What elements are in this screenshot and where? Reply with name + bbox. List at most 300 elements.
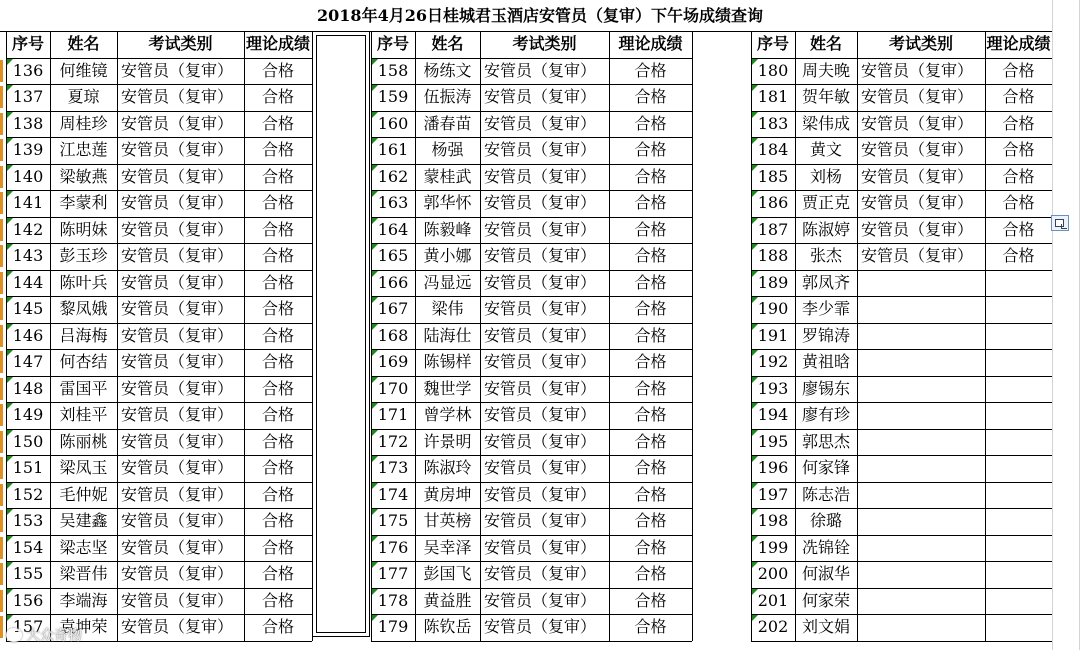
- cell-name[interactable]: 郭凤齐: [801, 273, 850, 292]
- selected-empty-column[interactable]: [312, 31, 370, 637]
- cell-name[interactable]: 梁晋伟: [59, 564, 108, 583]
- cell-type[interactable]: 安管员（复审）: [484, 114, 597, 133]
- cell-type[interactable]: 安管员（复审）: [121, 458, 234, 477]
- cell-type[interactable]: 安管员（复审）: [484, 140, 597, 159]
- cell-name[interactable]: 周桂珍: [59, 114, 108, 133]
- cell-type[interactable]: 安管员（复审）: [484, 432, 597, 451]
- cell-name[interactable]: 刘桂平: [59, 405, 108, 424]
- cell-seq[interactable]: 139: [12, 140, 44, 159]
- row-indicator: [0, 457, 3, 479]
- cell-score[interactable]: 合格: [634, 140, 667, 159]
- cell-name[interactable]: 郭思杰: [801, 432, 850, 451]
- cell-name[interactable]: 梁凤玉: [59, 458, 108, 477]
- cell-type[interactable]: [857, 349, 985, 375]
- cell-seq[interactable]: 138: [12, 114, 44, 133]
- cell-score[interactable]: [985, 614, 1052, 640]
- cell-type[interactable]: 安管员（复审）: [121, 220, 234, 239]
- cell-seq[interactable]: 174: [377, 485, 409, 504]
- cell-name[interactable]: 陈明妹: [59, 220, 108, 239]
- cell-type[interactable]: 安管员（复审）: [484, 246, 597, 265]
- cell-name[interactable]: 徐璐: [809, 511, 842, 530]
- cell-score[interactable]: 合格: [1002, 61, 1035, 80]
- cell-type[interactable]: 安管员（复审）: [484, 326, 597, 345]
- cell-seq[interactable]: 147: [12, 352, 44, 371]
- cell-seq[interactable]: 190: [757, 299, 789, 318]
- cell-score[interactable]: 合格: [634, 405, 667, 424]
- cell-type[interactable]: 安管员（复审）: [484, 564, 597, 583]
- cell-type[interactable]: 安管员（复审）: [121, 564, 234, 583]
- row-indicator: [0, 86, 3, 108]
- cell-seq[interactable]: 198: [757, 511, 789, 530]
- cell-type[interactable]: [857, 402, 985, 428]
- cell-type[interactable]: 安管员（复审）: [861, 193, 974, 212]
- cell-seq[interactable]: 169: [377, 352, 409, 371]
- cell-name[interactable]: 黎凤娥: [59, 299, 108, 318]
- cell-score[interactable]: [985, 588, 1052, 614]
- cell-name[interactable]: 曾学林: [423, 405, 472, 424]
- cell-score[interactable]: 合格: [261, 379, 294, 398]
- cell-seq[interactable]: 152: [12, 485, 44, 504]
- cell-name[interactable]: 罗锦涛: [801, 326, 850, 345]
- cell-name[interactable]: 何维镜: [59, 61, 108, 80]
- cell-score[interactable]: 合格: [261, 246, 294, 265]
- cell-seq[interactable]: 184: [757, 140, 789, 159]
- cell-score[interactable]: 合格: [261, 167, 294, 186]
- cell-type[interactable]: 安管员（复审）: [121, 193, 234, 212]
- cell-score[interactable]: 合格: [261, 511, 294, 530]
- cell-seq[interactable]: 141: [12, 193, 44, 212]
- cell-type[interactable]: 安管员（复审）: [121, 405, 234, 424]
- row-indicator: [0, 484, 3, 506]
- cell-seq[interactable]: 142: [12, 220, 44, 239]
- cell-name[interactable]: 许景明: [423, 432, 472, 451]
- cell-seq[interactable]: 186: [757, 193, 789, 212]
- cell-name[interactable]: 陈淑玲: [423, 458, 472, 477]
- row-border: [371, 641, 692, 642]
- cell-score[interactable]: 合格: [634, 352, 667, 371]
- cell-score[interactable]: 合格: [1002, 87, 1035, 106]
- cell-seq[interactable]: 192: [757, 352, 789, 371]
- cell-score[interactable]: 合格: [261, 273, 294, 292]
- cell-score[interactable]: 合格: [1002, 193, 1035, 212]
- cell-name[interactable]: 陈毅峰: [423, 220, 472, 239]
- cell-name[interactable]: 杨练文: [423, 61, 472, 80]
- cell-type[interactable]: [857, 535, 985, 561]
- cell-score[interactable]: [985, 296, 1052, 322]
- cell-seq[interactable]: 149: [12, 405, 44, 424]
- cell-seq[interactable]: 140: [12, 167, 44, 186]
- cell-score[interactable]: 合格: [634, 273, 667, 292]
- cell-type[interactable]: 安管员（复审）: [121, 591, 234, 610]
- cell-seq[interactable]: 170: [377, 379, 409, 398]
- cell-score[interactable]: [985, 270, 1052, 296]
- cell-type[interactable]: 安管员（复审）: [121, 61, 234, 80]
- cell-name[interactable]: 陈淑婷: [801, 220, 850, 239]
- cell-type[interactable]: 安管员（复审）: [121, 538, 234, 557]
- cell-seq[interactable]: 188: [757, 246, 789, 265]
- row-indicator: [0, 113, 3, 135]
- cell-score[interactable]: 合格: [261, 617, 294, 636]
- header-type: 考试类别: [148, 34, 213, 53]
- cell-type[interactable]: 安管员（复审）: [121, 352, 234, 371]
- cell-type[interactable]: 安管员（复审）: [484, 193, 597, 212]
- cell-score[interactable]: 合格: [261, 326, 294, 345]
- cell-seq[interactable]: 158: [377, 61, 409, 80]
- header-name: 姓名: [431, 34, 464, 53]
- cell-type[interactable]: 安管员（复审）: [484, 299, 597, 318]
- cell-seq[interactable]: 195: [757, 432, 789, 451]
- cell-type[interactable]: 安管员（复审）: [861, 114, 974, 133]
- cell-seq[interactable]: 153: [12, 511, 44, 530]
- cell-seq[interactable]: 161: [377, 140, 409, 159]
- cell-name[interactable]: 袁坤荣: [59, 617, 108, 636]
- cell-type[interactable]: 安管员（复审）: [484, 538, 597, 557]
- row-indicator: [0, 431, 3, 453]
- cell-seq[interactable]: 151: [12, 458, 44, 477]
- cell-seq[interactable]: 199: [757, 538, 789, 557]
- cell-seq[interactable]: 168: [377, 326, 409, 345]
- cell-name[interactable]: 李蒙利: [59, 193, 108, 212]
- cell-score[interactable]: 合格: [634, 538, 667, 557]
- header-type: 考试类别: [888, 34, 953, 53]
- cell-seq[interactable]: 185: [757, 167, 789, 186]
- cell-seq[interactable]: 164: [377, 220, 409, 239]
- row-indicator: [0, 298, 3, 320]
- cell-type[interactable]: [857, 429, 985, 455]
- cell-name[interactable]: 黄益胜: [423, 591, 472, 610]
- cell-type[interactable]: [857, 508, 985, 534]
- cell-type[interactable]: [857, 296, 985, 322]
- cell-name[interactable]: 潘春苗: [423, 114, 472, 133]
- cell-score[interactable]: [985, 482, 1052, 508]
- cell-name[interactable]: 魏世学: [423, 379, 472, 398]
- cell-score[interactable]: 合格: [634, 326, 667, 345]
- cell-score[interactable]: [985, 349, 1052, 375]
- cell-score[interactable]: 合格: [634, 458, 667, 477]
- cell-type[interactable]: 安管员（复审）: [484, 591, 597, 610]
- cell-name[interactable]: 黄祖晗: [801, 352, 850, 371]
- cell-name[interactable]: 黄文: [809, 140, 842, 159]
- cell-seq[interactable]: 183: [757, 114, 789, 133]
- cell-seq[interactable]: 157: [12, 617, 44, 636]
- cell-name[interactable]: 张杰: [809, 246, 842, 265]
- cell-seq[interactable]: 180: [757, 61, 789, 80]
- cell-seq[interactable]: 136: [12, 61, 44, 80]
- cell-type[interactable]: 安管员（复审）: [121, 379, 234, 398]
- cell-seq[interactable]: 145: [12, 299, 44, 318]
- cell-seq[interactable]: 154: [12, 538, 44, 557]
- cell-type[interactable]: 安管员（复审）: [484, 167, 597, 186]
- cell-score[interactable]: 合格: [634, 87, 667, 106]
- cell-type[interactable]: 安管员（复审）: [121, 299, 234, 318]
- cell-type[interactable]: 安管员（复审）: [861, 140, 974, 159]
- cell-score[interactable]: 合格: [634, 485, 667, 504]
- cell-name[interactable]: 梁伟: [431, 299, 464, 318]
- column-border: [692, 31, 693, 637]
- cell-score[interactable]: 合格: [261, 61, 294, 80]
- header-seq: 序号: [11, 34, 44, 53]
- cell-score[interactable]: 合格: [1002, 246, 1035, 265]
- cell-seq[interactable]: 159: [377, 87, 409, 106]
- cell-type[interactable]: 安管员（复审）: [121, 246, 234, 265]
- cell-type[interactable]: 安管员（复审）: [121, 432, 234, 451]
- cell-seq[interactable]: 187: [757, 220, 789, 239]
- cell-type[interactable]: 安管员（复审）: [861, 87, 974, 106]
- cell-seq[interactable]: 201: [757, 591, 789, 610]
- cell-name[interactable]: 李少霏: [801, 299, 850, 318]
- cell-seq[interactable]: 165: [377, 246, 409, 265]
- cell-score[interactable]: 合格: [634, 246, 667, 265]
- cell-score[interactable]: 合格: [261, 140, 294, 159]
- cell-name[interactable]: 伍振涛: [423, 87, 472, 106]
- cell-name[interactable]: 何淑华: [801, 564, 850, 583]
- cell-name[interactable]: 廖有珍: [801, 405, 850, 424]
- cell-type[interactable]: 安管员（复审）: [121, 485, 234, 504]
- cell-type[interactable]: 安管员（复审）: [484, 352, 597, 371]
- cell-name[interactable]: 黄小娜: [423, 246, 472, 265]
- cell-type[interactable]: [857, 323, 985, 349]
- cell-score[interactable]: [985, 402, 1052, 428]
- cell-score[interactable]: 合格: [261, 193, 294, 212]
- cell-type[interactable]: 安管员（复审）: [484, 220, 597, 239]
- cell-seq[interactable]: 167: [377, 299, 409, 318]
- cell-seq[interactable]: 166: [377, 273, 409, 292]
- row-indicator: [0, 272, 3, 294]
- cell-type[interactable]: 安管员（复审）: [484, 405, 597, 424]
- cell-score[interactable]: 合格: [261, 114, 294, 133]
- cell-seq[interactable]: 193: [757, 379, 789, 398]
- cell-type[interactable]: 安管员（复审）: [861, 220, 974, 239]
- cell-score[interactable]: 合格: [634, 617, 667, 636]
- cell-score[interactable]: [985, 455, 1052, 481]
- cell-name[interactable]: 刘文娟: [801, 617, 850, 636]
- cell-score[interactable]: 合格: [261, 405, 294, 424]
- cell-seq[interactable]: 191: [757, 326, 789, 345]
- cell-seq[interactable]: 178: [377, 591, 409, 610]
- cell-type[interactable]: [857, 482, 985, 508]
- cell-seq[interactable]: 148: [12, 379, 44, 398]
- cell-name[interactable]: 陈叶兵: [59, 273, 108, 292]
- cell-name[interactable]: 廖锡东: [801, 379, 850, 398]
- cell-name[interactable]: 贾正克: [801, 193, 850, 212]
- cell-name[interactable]: 江忠莲: [59, 140, 108, 159]
- cell-type[interactable]: 安管员（复审）: [484, 61, 597, 80]
- cell-name[interactable]: 吴幸泽: [423, 538, 472, 557]
- cell-score[interactable]: [985, 376, 1052, 402]
- cell-seq[interactable]: 176: [377, 538, 409, 557]
- cell-type[interactable]: 安管员（复审）: [484, 273, 597, 292]
- cell-seq[interactable]: 196: [757, 458, 789, 477]
- cell-seq[interactable]: 162: [377, 167, 409, 186]
- cell-score[interactable]: 合格: [634, 591, 667, 610]
- cell-score[interactable]: 合格: [634, 379, 667, 398]
- cell-score[interactable]: 合格: [261, 87, 294, 106]
- cell-type[interactable]: [857, 270, 985, 296]
- cell-type[interactable]: 安管员（复审）: [121, 167, 234, 186]
- cell-seq[interactable]: 173: [377, 458, 409, 477]
- cell-seq[interactable]: 156: [12, 591, 44, 610]
- cell-type[interactable]: 安管员（复审）: [121, 273, 234, 292]
- cell-seq[interactable]: 175: [377, 511, 409, 530]
- cell-name[interactable]: 黄房坤: [423, 485, 472, 504]
- cell-name[interactable]: 何杏结: [59, 352, 108, 371]
- cell-name[interactable]: 陆海仕: [423, 326, 472, 345]
- cell-seq[interactable]: 202: [757, 617, 789, 636]
- cell-name[interactable]: 郭华怀: [423, 193, 472, 212]
- cell-score[interactable]: 合格: [1002, 140, 1035, 159]
- cell-name[interactable]: 梁伟成: [801, 114, 850, 133]
- cell-name[interactable]: 甘英榜: [423, 511, 472, 530]
- cell-type[interactable]: 安管员（复审）: [121, 87, 234, 106]
- cell-score[interactable]: [985, 323, 1052, 349]
- cell-seq[interactable]: 163: [377, 193, 409, 212]
- cell-seq[interactable]: 171: [377, 405, 409, 424]
- cell-seq[interactable]: 146: [12, 326, 44, 345]
- cell-name[interactable]: 彭国飞: [423, 564, 472, 583]
- cell-type[interactable]: [857, 376, 985, 402]
- cell-type[interactable]: 安管员（复审）: [484, 511, 597, 530]
- sheet-title: 2018年4月26日桂城君玉酒店安管员（复审）下午场成绩查询: [317, 6, 763, 25]
- cell-type[interactable]: 安管员（复审）: [484, 87, 597, 106]
- cell-seq[interactable]: 155: [12, 564, 44, 583]
- cell-score[interactable]: 合格: [634, 299, 667, 318]
- cell-name[interactable]: 梁敏燕: [59, 167, 108, 186]
- cell-seq[interactable]: 181: [757, 87, 789, 106]
- row-indicator: [0, 245, 3, 267]
- cell-seq[interactable]: 189: [757, 273, 789, 292]
- cell-score[interactable]: 合格: [261, 299, 294, 318]
- cell-name[interactable]: 雷国平: [59, 379, 108, 398]
- row-indicator: [0, 537, 3, 559]
- cell-type[interactable]: [857, 588, 985, 614]
- cell-name[interactable]: 陈钦岳: [423, 617, 472, 636]
- cell-score[interactable]: 合格: [261, 485, 294, 504]
- cell-seq[interactable]: 160: [377, 114, 409, 133]
- cell-score[interactable]: [985, 535, 1052, 561]
- cell-name[interactable]: 陈丽桃: [59, 432, 108, 451]
- cell-type[interactable]: 安管员（复审）: [861, 61, 974, 80]
- cell-score[interactable]: 合格: [634, 193, 667, 212]
- cell-name[interactable]: 贺年敏: [801, 87, 850, 106]
- cell-type[interactable]: 安管员（复审）: [861, 246, 974, 265]
- cell-score[interactable]: 合格: [261, 432, 294, 451]
- row-indicator: [0, 404, 3, 426]
- cell-seq[interactable]: 179: [377, 617, 409, 636]
- cell-score[interactable]: [985, 561, 1052, 587]
- cell-type[interactable]: 安管员（复审）: [121, 511, 234, 530]
- cell-name[interactable]: 蒙桂武: [423, 167, 472, 186]
- row-indicator: [0, 166, 3, 188]
- cell-seq[interactable]: 177: [377, 564, 409, 583]
- cell-score[interactable]: 合格: [1002, 220, 1035, 239]
- cell-score[interactable]: 合格: [634, 167, 667, 186]
- cell-type[interactable]: 安管员（复审）: [121, 140, 234, 159]
- cell-score[interactable]: 合格: [634, 511, 667, 530]
- cell-score[interactable]: 合格: [634, 220, 667, 239]
- cell-seq[interactable]: 172: [377, 432, 409, 451]
- cell-type[interactable]: 安管员（复审）: [121, 617, 234, 636]
- cell-name[interactable]: 冯显远: [423, 273, 472, 292]
- cell-name[interactable]: 陈锡样: [423, 352, 472, 371]
- cell-name[interactable]: 夏琼: [67, 87, 100, 106]
- cell-seq[interactable]: 194: [757, 405, 789, 424]
- cell-seq[interactable]: 200: [757, 564, 789, 583]
- cell-name[interactable]: 彭玉珍: [59, 246, 108, 265]
- header-score: 理论成绩: [618, 34, 683, 53]
- cell-type[interactable]: 安管员（复审）: [484, 379, 597, 398]
- cell-name[interactable]: 吴建鑫: [59, 511, 108, 530]
- header-score: 理论成绩: [245, 34, 310, 53]
- cell-name[interactable]: 刘杨: [809, 167, 842, 186]
- cell-score[interactable]: 合格: [1002, 114, 1035, 133]
- cell-seq[interactable]: 143: [12, 246, 44, 265]
- cell-type[interactable]: [857, 455, 985, 481]
- row-indicator: [0, 219, 3, 241]
- grid-line: [1052, 0, 1053, 650]
- cell-name[interactable]: 周夫晚: [801, 61, 850, 80]
- cell-score[interactable]: 合格: [261, 538, 294, 557]
- header-name: 姓名: [809, 34, 842, 53]
- cell-score[interactable]: [985, 508, 1052, 534]
- cell-name[interactable]: 冼锦铨: [801, 538, 850, 557]
- header-seq: 序号: [376, 34, 409, 53]
- paste-options-icon[interactable]: [1051, 215, 1069, 231]
- cell-type[interactable]: 安管员（复审）: [484, 485, 597, 504]
- cell-type[interactable]: 安管员（复审）: [121, 326, 234, 345]
- row-indicator: [0, 325, 3, 347]
- cell-score[interactable]: 合格: [261, 564, 294, 583]
- cell-type[interactable]: [857, 561, 985, 587]
- cell-name[interactable]: 李端海: [59, 591, 108, 610]
- cell-seq[interactable]: 144: [12, 273, 44, 292]
- cell-type[interactable]: 安管员（复审）: [861, 167, 974, 186]
- cell-name[interactable]: 陈志浩: [801, 485, 850, 504]
- cell-score[interactable]: 合格: [634, 432, 667, 451]
- cell-score[interactable]: 合格: [1002, 167, 1035, 186]
- cell-score[interactable]: 合格: [634, 114, 667, 133]
- cell-name[interactable]: 梁志坚: [59, 538, 108, 557]
- row-indicator: [0, 192, 3, 214]
- row-indicator: [0, 60, 3, 82]
- header-seq: 序号: [756, 34, 789, 53]
- cell-score[interactable]: 合格: [261, 220, 294, 239]
- row-indicator: [0, 510, 3, 532]
- cell-score[interactable]: 合格: [261, 458, 294, 477]
- row-indicator: [0, 139, 3, 161]
- header-type: 考试类别: [512, 34, 577, 53]
- cell-score[interactable]: 合格: [261, 591, 294, 610]
- cell-name[interactable]: 毛仲妮: [59, 485, 108, 504]
- cell-name[interactable]: 何家锋: [801, 458, 850, 477]
- cell-type[interactable]: 安管员（复审）: [121, 114, 234, 133]
- cell-score[interactable]: 合格: [634, 61, 667, 80]
- row-indicator: [0, 351, 3, 373]
- cell-score[interactable]: 合格: [634, 564, 667, 583]
- row-indicator: [0, 616, 3, 638]
- header-score: 理论成绩: [986, 34, 1051, 53]
- cell-score[interactable]: 合格: [261, 352, 294, 371]
- cell-seq[interactable]: 137: [12, 87, 44, 106]
- cell-name[interactable]: 吕海梅: [59, 326, 108, 345]
- cell-score[interactable]: [985, 429, 1052, 455]
- cell-type[interactable]: 安管员（复审）: [484, 617, 597, 636]
- cell-name[interactable]: 杨强: [431, 140, 464, 159]
- cell-type[interactable]: [857, 614, 985, 640]
- cell-name[interactable]: 何家荣: [801, 591, 850, 610]
- cell-seq[interactable]: 150: [12, 432, 44, 451]
- cell-seq[interactable]: 197: [757, 485, 789, 504]
- cell-type[interactable]: 安管员（复审）: [484, 458, 597, 477]
